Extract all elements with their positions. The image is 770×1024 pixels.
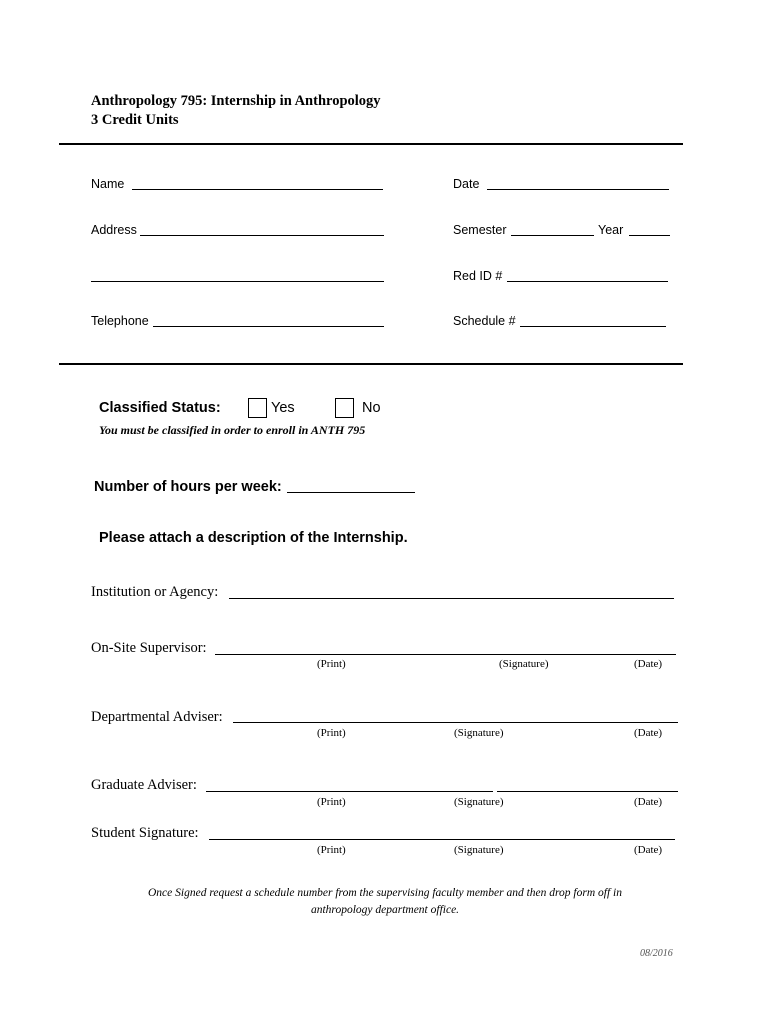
year-field[interactable] bbox=[629, 235, 670, 236]
date-field[interactable] bbox=[487, 189, 669, 190]
hours-per-week-label: Number of hours per week: bbox=[94, 479, 282, 495]
address-line-2-field[interactable] bbox=[91, 281, 384, 282]
name-field[interactable] bbox=[132, 189, 383, 190]
dept-adviser-signature-caption: (Signature) bbox=[454, 727, 504, 739]
name-label: Name bbox=[91, 177, 125, 191]
supervisor-signature-field[interactable] bbox=[215, 654, 676, 655]
year-label: Year bbox=[598, 223, 624, 237]
no-checkbox[interactable] bbox=[335, 398, 354, 418]
semester-label: Semester bbox=[453, 223, 507, 237]
no-label: No bbox=[362, 400, 381, 416]
address-label: Address bbox=[91, 223, 137, 237]
footer-instructions-line-2: anthropology department office. bbox=[310, 904, 460, 916]
dept-adviser-date-caption: (Date) bbox=[634, 727, 663, 739]
yes-label: Yes bbox=[271, 400, 295, 416]
student-signature-caption: (Signature) bbox=[454, 844, 504, 856]
student-signature-label: Student Signature: bbox=[91, 825, 199, 841]
grad-adviser-signature-caption: (Signature) bbox=[454, 796, 504, 808]
institution-label: Institution or Agency: bbox=[91, 584, 219, 600]
supervisor-print-caption: (Print) bbox=[317, 658, 346, 670]
supervisor-date-caption: (Date) bbox=[634, 658, 663, 670]
schedule-field[interactable] bbox=[520, 326, 666, 327]
grad-adviser-date-field[interactable] bbox=[497, 791, 678, 792]
hours-per-week-field[interactable] bbox=[287, 492, 415, 493]
student-date-caption: (Date) bbox=[634, 844, 663, 856]
dept-adviser-print-caption: (Print) bbox=[317, 727, 346, 739]
semester-field[interactable] bbox=[511, 235, 594, 236]
grad-adviser-label: Graduate Adviser: bbox=[91, 777, 197, 793]
classified-note: You must be classified in order to enroll in ANTH 795 bbox=[99, 423, 366, 437]
form-title: Anthropology 795: Internship in Anthropology bbox=[91, 93, 381, 109]
form-version: 08/2016 bbox=[640, 948, 673, 959]
date-label: Date bbox=[453, 177, 480, 191]
yes-checkbox[interactable] bbox=[248, 398, 267, 418]
classified-status-label: Classified Status: bbox=[99, 400, 221, 416]
institution-field[interactable] bbox=[229, 598, 674, 599]
red-id-label: Red ID # bbox=[453, 269, 503, 283]
grad-adviser-signature-field[interactable] bbox=[206, 791, 493, 792]
address-field[interactable] bbox=[140, 235, 384, 236]
student-print-caption: (Print) bbox=[317, 844, 346, 856]
footer-instructions-line-1: Once Signed request a schedule number from the supervising faculty member and then drop form off in bbox=[148, 887, 622, 899]
grad-adviser-print-caption: (Print) bbox=[317, 796, 346, 808]
red-id-field[interactable] bbox=[507, 281, 668, 282]
supervisor-signature-caption: (Signature) bbox=[499, 658, 549, 670]
grad-adviser-date-caption: (Date) bbox=[634, 796, 663, 808]
supervisor-label: On-Site Supervisor: bbox=[91, 640, 207, 656]
form-subtitle: 3 Credit Units bbox=[91, 112, 179, 128]
dept-adviser-label: Departmental Adviser: bbox=[91, 709, 223, 725]
student-signature-field[interactable] bbox=[209, 839, 675, 840]
attach-description-note: Please attach a description of the Internship. bbox=[99, 530, 408, 546]
telephone-label: Telephone bbox=[91, 314, 149, 328]
info-divider bbox=[59, 363, 683, 365]
schedule-label: Schedule # bbox=[453, 314, 516, 328]
header-divider bbox=[59, 143, 683, 145]
dept-adviser-signature-field[interactable] bbox=[233, 722, 678, 723]
telephone-field[interactable] bbox=[153, 326, 384, 327]
